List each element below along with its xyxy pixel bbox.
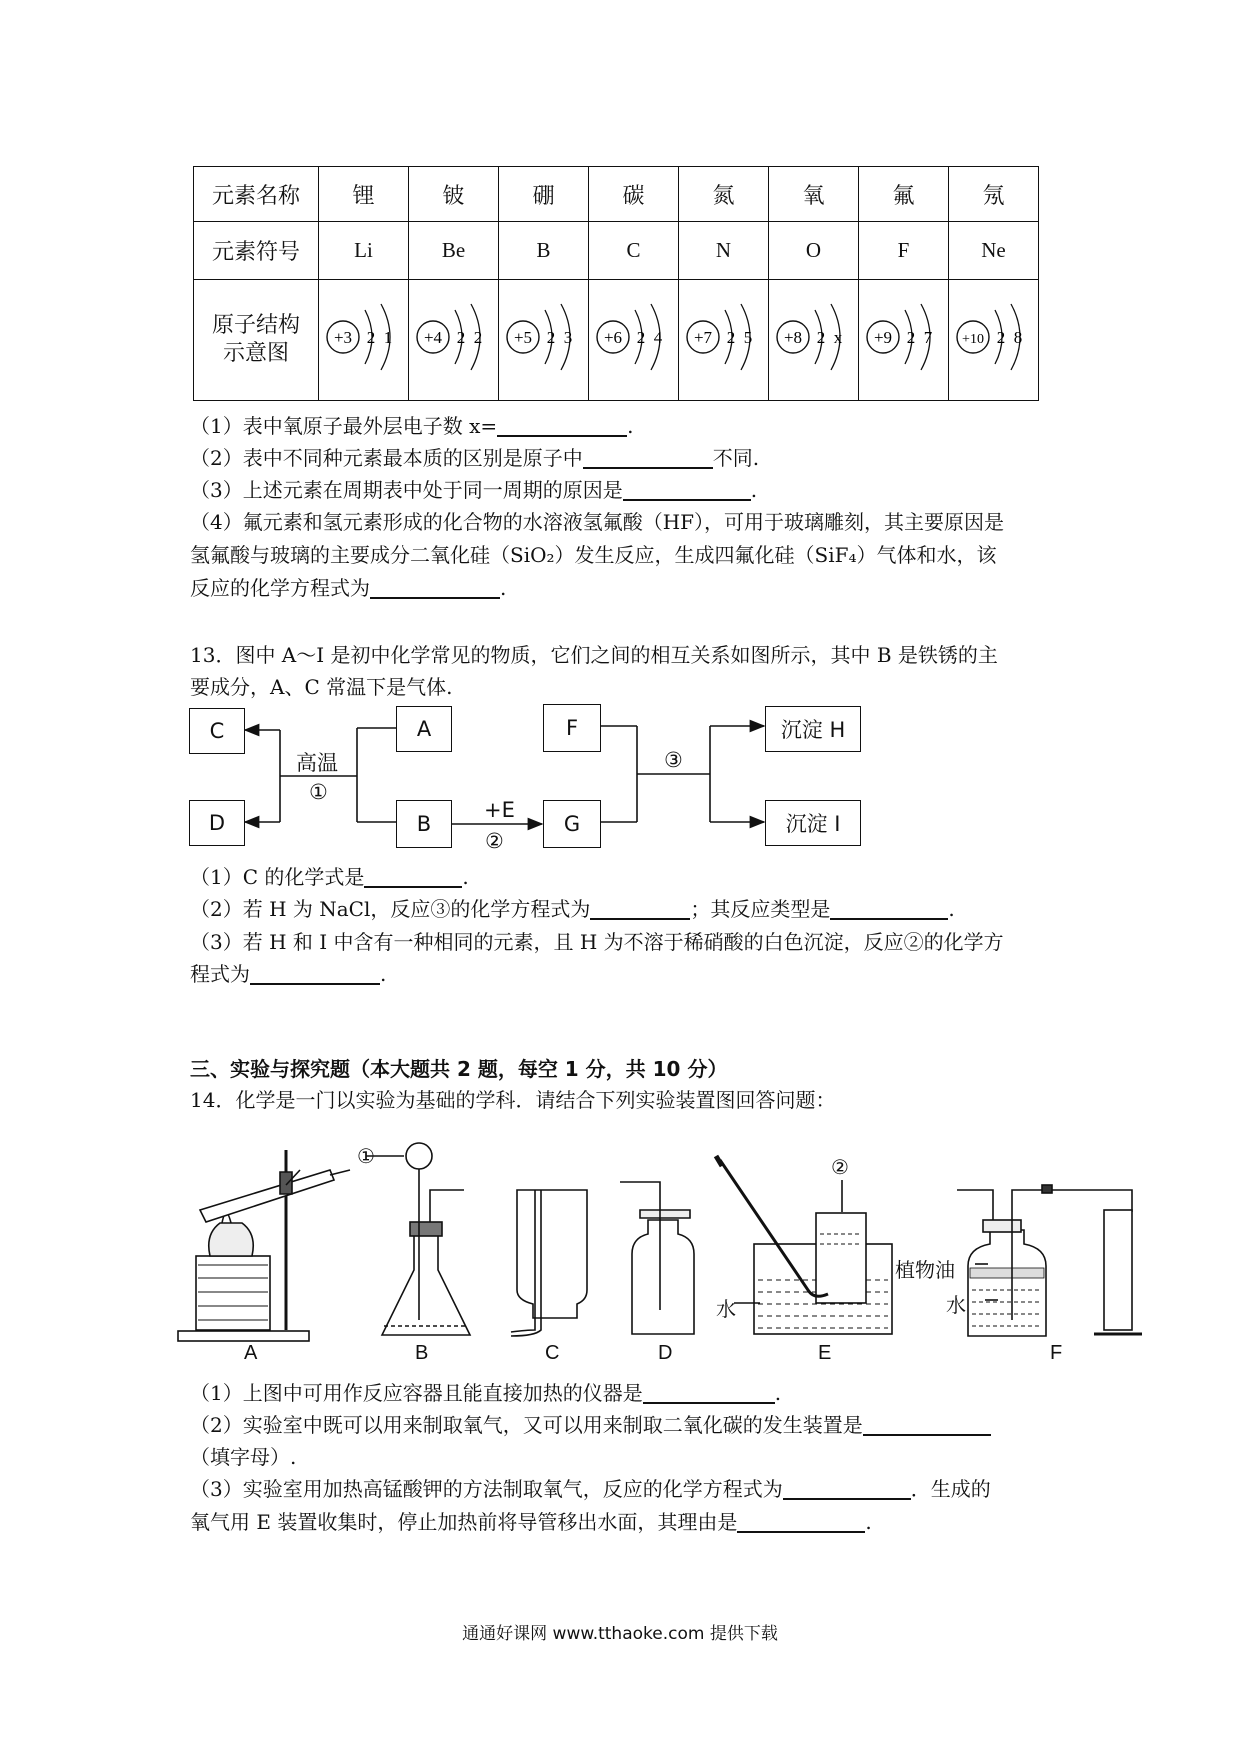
shell-electrons: 2 xyxy=(456,328,466,347)
q12-part2: （2）表中不同种元素最本质的区别是原子中 不同. xyxy=(190,446,760,470)
node-B: B xyxy=(396,800,452,848)
apparatus-C xyxy=(511,1190,587,1336)
reaction-number-3: ③ xyxy=(664,748,683,772)
label-vegetable-oil: 植物油 xyxy=(895,1260,955,1282)
element-symbol: C xyxy=(589,222,679,280)
answer-blank[interactable] xyxy=(830,896,948,920)
label-circle-1: ① xyxy=(357,1146,375,1168)
label-circle-2: ② xyxy=(831,1157,849,1179)
shell-electrons: 5 xyxy=(743,328,753,347)
element-name: 硼 xyxy=(499,167,589,222)
apparatus-label-D: D xyxy=(658,1342,673,1364)
element-name: 氟 xyxy=(859,167,949,222)
q12-part4-line2: 氢氟酸与玻璃的主要成分二氧化硅（SiO₂）发生反应，生成四氟化硅（SiF₄）气体和水，该 xyxy=(190,543,997,567)
q13-part3-line1: （3）若 H 和 I 中含有一种相同的元素，且 H 为不溶于稀硝酸的白色沉淀，反应②的化学方 xyxy=(190,930,1004,954)
nuclear-charge: +6 xyxy=(603,328,623,347)
node-G: G xyxy=(543,800,601,848)
element-symbol: B xyxy=(499,222,589,280)
element-symbol: N xyxy=(679,222,769,280)
q13-part1: （1）C 的化学式是 . xyxy=(190,865,469,889)
apparatus-D xyxy=(620,1182,694,1334)
q13-part3-line2: 程式为 . xyxy=(190,962,387,986)
node-H: 沉淀 H xyxy=(765,706,861,752)
apparatus-label-B: B xyxy=(415,1342,429,1364)
q13-stem-line2: 要成分，A、C 常温下是气体. xyxy=(190,675,453,699)
label-water-F: 水 xyxy=(946,1295,966,1317)
shell-electrons: 2 xyxy=(906,328,916,347)
section-heading: 三、实验与探究题（本大题共 2 题，每空 1 分，共 10 分） xyxy=(190,1057,728,1081)
apparatus-E xyxy=(716,1156,892,1334)
shell-electrons: 2 xyxy=(996,328,1006,347)
nuclear-charge: +9 xyxy=(873,328,893,347)
element-symbol: O xyxy=(769,222,859,280)
condition-high-temp: 高温 xyxy=(296,751,338,775)
answer-blank[interactable] xyxy=(783,1476,911,1500)
reaction-number-1: ① xyxy=(309,780,328,804)
lab-apparatus-figure xyxy=(0,1130,1240,1360)
row-header-structure: 原子结构示意图 xyxy=(194,280,319,401)
element-symbol: Li xyxy=(319,222,409,280)
element-name: 铍 xyxy=(409,167,499,222)
q14-part1: （1）上图中可用作反应容器且能直接加热的仪器是 . xyxy=(190,1381,782,1405)
nuclear-charge: +7 xyxy=(693,328,713,347)
shell-electrons: 2 xyxy=(636,328,646,347)
q12-part4-line1: （4）氟元素和氢元素形成的化合物的水溶液氢氟酸（HF），可用于玻璃雕刻，其主要原因是 xyxy=(190,510,1005,534)
element-symbol: Be xyxy=(409,222,499,280)
shell-electrons: 3 xyxy=(563,328,573,347)
shell-electrons: 1 xyxy=(383,328,393,347)
shell-electrons: 2 xyxy=(473,328,483,347)
reagent-plus-E: +E xyxy=(484,798,515,822)
apparatus-F xyxy=(957,1185,1142,1336)
q14-part3-line1: （3）实验室用加热高锰酸钾的方法制取氧气，反应的化学方程式为 ．生成的 xyxy=(190,1477,991,1501)
node-I: 沉淀 I xyxy=(765,800,861,846)
q14-part2-line2: （填字母）. xyxy=(190,1445,297,1469)
apparatus-label-A: A xyxy=(244,1342,258,1364)
element-name: 氮 xyxy=(679,167,769,222)
row-header-name: 元素名称 xyxy=(194,167,319,222)
answer-blank[interactable] xyxy=(250,961,380,985)
shell-electrons: 2 xyxy=(366,328,376,347)
q12-part4-line3: 反应的化学方程式为 . xyxy=(190,576,507,600)
nuclear-charge: +5 xyxy=(513,328,533,347)
apparatus-B xyxy=(366,1143,470,1335)
node-A: A xyxy=(396,706,452,752)
answer-blank[interactable] xyxy=(863,1412,991,1436)
q13-stem-line1: 13．图中 A～I 是初中化学常见的物质，它们之间的相互关系如图所示，其中 B 是铁锈的主 xyxy=(190,643,998,667)
reaction-number-2: ② xyxy=(485,829,504,853)
apparatus-label-C: C xyxy=(545,1342,560,1364)
apparatus-A xyxy=(178,1150,350,1341)
q12-part3: （3）上述元素在周期表中处于同一周期的原因是 . xyxy=(190,478,758,502)
apparatus-label-E: E xyxy=(818,1342,832,1364)
nuclear-charge: +3 xyxy=(333,328,353,347)
shell-electrons: 8 xyxy=(1013,328,1023,347)
label-water-E: 水 xyxy=(716,1299,736,1321)
element-symbol: F xyxy=(859,222,949,280)
q14-stem: 14．化学是一门以实验为基础的学科．请结合下列实验装置图回答问题： xyxy=(190,1088,836,1112)
shell-electrons: 7 xyxy=(923,328,933,347)
nuclear-charge: +4 xyxy=(423,328,443,347)
shell-electrons: 4 xyxy=(653,328,663,347)
page-footer[interactable]: 通通好课网 www.tthaoke.com 提供下载 xyxy=(462,1624,778,1644)
nuclear-charge: +8 xyxy=(783,328,803,347)
answer-blank[interactable] xyxy=(364,864,462,888)
q14-part2: （2）实验室中既可以用来制取氧气，又可以用来制取二氧化碳的发生装置是 xyxy=(190,1410,991,1440)
shell-electrons: 2 xyxy=(726,328,736,347)
row-header-symbol: 元素符号 xyxy=(194,222,319,280)
nuclear-charge: +10 xyxy=(962,332,984,347)
element-name: 氧 xyxy=(769,167,859,222)
element-symbol: Ne xyxy=(949,222,1039,280)
q13-part2: （2）若 H 为 NaCl，反应③的化学方程式为 ；其反应类型是 . xyxy=(190,897,955,921)
answer-blank[interactable] xyxy=(590,896,690,920)
shell-electrons: 2 xyxy=(546,328,556,347)
q14-part3-line2: 氧气用 E 装置收集时，停止加热前将导管移出水面，其理由是 . xyxy=(190,1510,872,1534)
answer-blank[interactable] xyxy=(737,1509,865,1533)
node-D: D xyxy=(189,800,245,846)
shell-electrons: 2 xyxy=(816,328,826,347)
apparatus-label-F: F xyxy=(1050,1342,1063,1364)
element-name: 锂 xyxy=(319,167,409,222)
shell-electrons: x xyxy=(833,328,843,347)
q12-part1: （1）表中氧原子最外层电子数 x= . xyxy=(190,414,634,438)
answer-blank[interactable] xyxy=(643,1380,775,1404)
node-C: C xyxy=(189,708,245,754)
element-name: 氖 xyxy=(949,167,1039,222)
node-F: F xyxy=(543,704,601,752)
element-name: 碳 xyxy=(589,167,679,222)
